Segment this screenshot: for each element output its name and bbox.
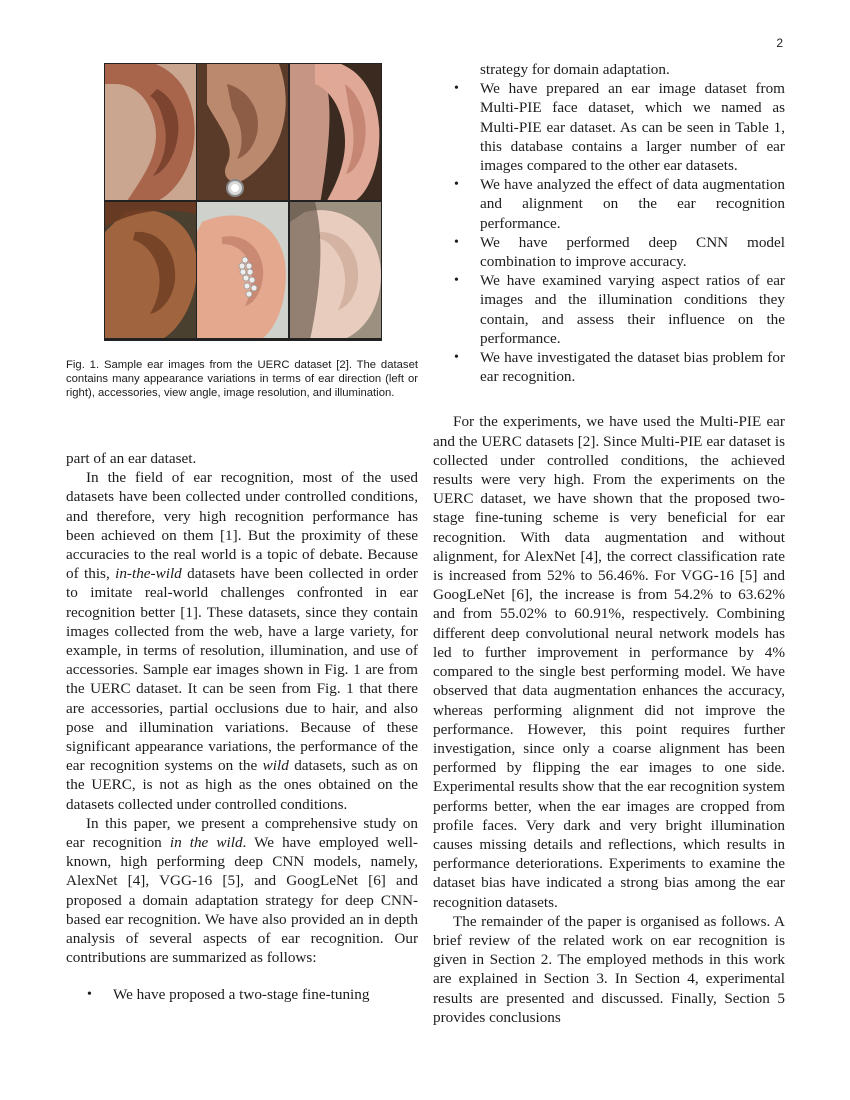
right-column <box>433 60 785 1027</box>
contribution-list <box>66 985 418 1004</box>
page-number: 2 <box>776 36 783 50</box>
paragraph: For the experiments, we have used the Multi-PIE ear and the UERC datasets [2]. Since Multi-PIE ear dataset is collected under controlled conditions, the achieved results were very high. From the experiments on the UERC dataset, we have shown that the proposed two-stage fine-tuning scheme is very beneficial for ear recognition. With data augmentation and without alignment, for AlexNet [4], the correct classification rate is increased from 52% to 56.46%. For VGG-16 [5] and GoogLeNet [6], the increase is from 54.2% to 63.62% and from 55.02% to 60.91%, respectively. Combining different deep convolutional neural network models has led to further improvement in performance by 4% compared to the single best performing model. We have observed that data augmentation enhances the accuracy, whereas performing alignment did not improve the performance. However, this point requires further investigation, since only a coarse alignment has been performed by flipping the ear images to one side. Experimental results show that the ear recognition system performs better, when the ear images are cropped from profile faces. Very dark and very bright illumination causes missing details and reflections, which results in performance deteriorations. Experiments to examine the dataset bias have indicated a strong bias among the ear recognition datasets. <box>433 413 785 911</box>
paragraph: In this paper, we present a comprehensive study on ear recognition in the wild. We have employed well-known, high performing deep CNN models, namely, AlexNet [4], VGG-16 [5], and GoogLeNet [6] and proposed a domain adaptation strategy for deep CNN-based ear recognition. We have also provided an in depth analysis of several aspects of ear recognition. Our contributions are summarized as follows: <box>66 814 418 967</box>
ear-tile-6 <box>290 202 381 338</box>
paragraph: In the field of ear recognition, most of the used datasets have been collected under controlled conditions, and therefore, very high recognition performance has been achieved on them [1]. But the proximity of these accuracies to the real world is a topic of debate. Because of this, in-the-wild datasets have been collected in order to imitate real-world challenges confronted in ear recognition better [1]. These datasets, since they contain images collected from the web, have a large variety, for example, in terms of resolution, illumination, and use of accessories. Sample ear images shown in Fig. 1 are from the UERC dataset. It can be seen from Fig. 1 that there are accessories, partial occlusions due to hair, and also pose and illumination variations. Because of these significant appearance variations, the performance of the ear recognition systems on the wild datasets, such as on the UERC, is not as high as the ones obtained on the datasets collected under controlled conditions. <box>66 469 419 813</box>
list-item-continuation: strategy for domain adaptation. <box>480 61 670 78</box>
list-item: • We have analyzed the effect of data augmentation and alignment on the ear recognition performance. <box>454 176 785 232</box>
list-item: • We have prepared an ear image dataset from Multi-PIE face dataset, which we named as Multi-PIE ear dataset. As can be seen in Table 1, this database contains a larger number of ear images compared to the other ear datasets. <box>454 80 785 175</box>
figure-caption: Fig. 1. Sample ear images from the UERC dataset [2]. The dataset contains many appearance variations in terms of ear direction (left or right), accessories, view angle, image resolution, and illumination. <box>66 359 418 400</box>
bullet-icon: • <box>87 987 92 1003</box>
contribution-list <box>433 79 785 386</box>
left-column <box>66 449 418 1005</box>
bullet-icon: • <box>454 81 459 97</box>
bullet-icon: • <box>454 177 459 193</box>
list-item: • We have examined varying aspect ratios of ear images and the illumination conditions they contain, and assess their influence on the performance. <box>454 272 785 347</box>
ear-tile-2 <box>197 64 288 200</box>
list-item: • We have performed deep CNN model combination to improve accuracy. <box>454 233 785 271</box>
paragraph: The remainder of the paper is organised as follows. A brief review of the related work on ear recognition is given in Section 2. The employed methods in this work are explained in Section 3. In Section 4, experimental results are presented and discussed. Finally, Section 5 provides conclusions <box>433 912 785 1026</box>
bullet-icon: • <box>454 273 459 289</box>
ear-tile-4 <box>105 202 196 338</box>
paragraph: part of an ear dataset. <box>66 450 197 467</box>
list-item: • We have proposed a two-stage fine-tuning <box>87 986 370 1004</box>
ear-tile-1 <box>105 64 196 200</box>
ear-tile-3 <box>290 64 381 200</box>
list-item: • We have investigated the dataset bias problem for ear recognition. <box>454 349 785 386</box>
figure-ear-images <box>104 63 382 341</box>
ear-tile-5 <box>197 202 288 338</box>
bullet-icon: • <box>454 350 459 366</box>
bullet-icon: • <box>454 234 459 250</box>
